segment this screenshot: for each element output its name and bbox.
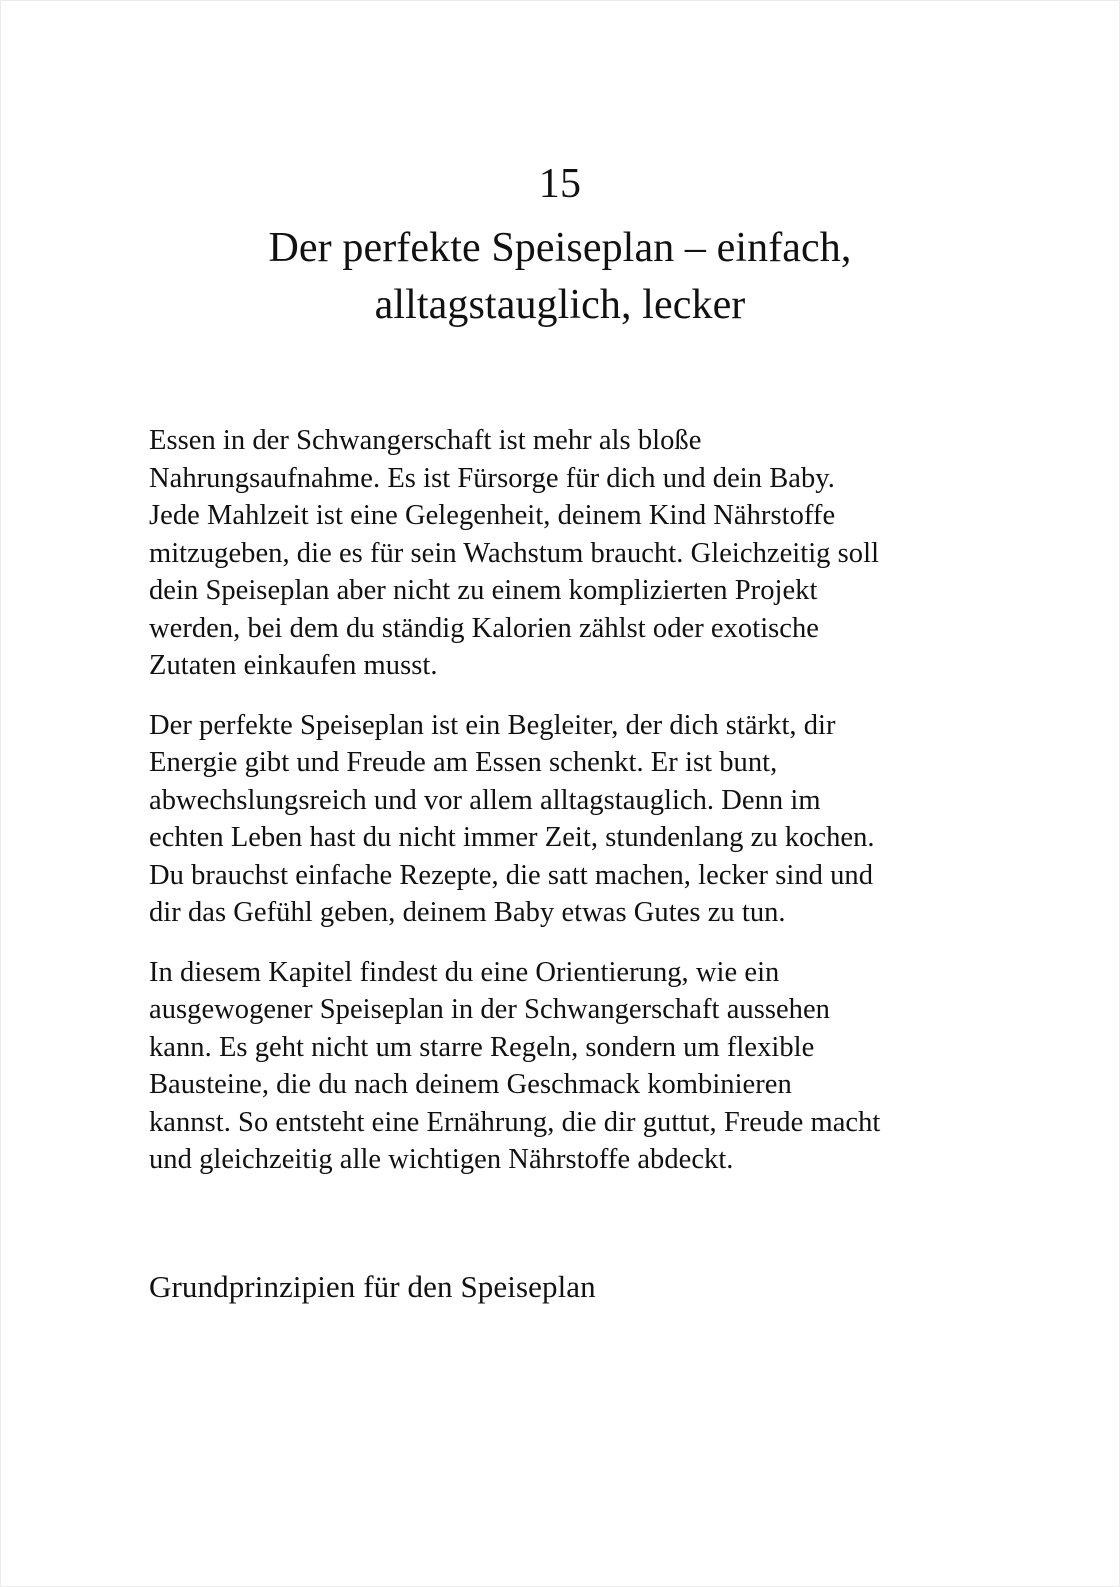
paragraph-line: Energie gibt und Freude am Essen schenkt. Er ist bunt, <box>149 747 778 778</box>
paragraph-line: Essen in der Schwangerschaft ist mehr als bloße <box>149 425 702 456</box>
paragraph-line: dir das Gefühl geben, deinem Baby etwas Gutes zu tun. <box>149 897 786 928</box>
paragraph-line: ausgewogener Speiseplan in der Schwangerschaft aussehen <box>149 994 830 1025</box>
paragraph-line: kannst. So entsteht eine Ernährung, die dir guttut, Freude macht <box>149 1106 881 1138</box>
paragraph-line: kann. Es geht nicht um starre Regeln, sondern um flexible <box>149 1031 815 1063</box>
chapter-heading-block <box>149 156 971 334</box>
paragraph-2 <box>149 707 969 932</box>
paragraph-line: abwechslungsreich und vor allem alltagstauglich. Denn im <box>149 784 821 816</box>
paragraph-line: dein Speiseplan aber nicht zu einem komplizierten Projekt <box>149 575 818 606</box>
chapter-title <box>149 220 971 334</box>
page-content <box>149 1 971 1332</box>
paragraph-line: und gleichzeitig alle wichtigen Nährstoffe abdeckt. <box>149 1144 734 1175</box>
paragraph-line: mitzugeben, die es für sein Wachstum braucht. Gleichzeitig soll <box>149 537 880 569</box>
paragraph-line: Bausteine, die du nach deinem Geschmack kombinieren <box>149 1069 792 1100</box>
body-text-block <box>149 422 971 1179</box>
paragraph-line: Der perfekte Speiseplan ist ein Begleiter, der dich stärkt, dir <box>149 709 836 741</box>
paragraph-3 <box>149 954 969 1179</box>
paragraph-line: Jede Mahlzeit ist eine Gelegenheit, deinem Kind Nährstoffe <box>149 500 836 531</box>
chapter-title-line-1: Der perfekte Speiseplan – einfach, <box>268 225 852 271</box>
chapter-number: 15 <box>538 161 582 207</box>
paragraph-line: echten Leben hast du nicht immer Zeit, stundenlang zu kochen. <box>149 822 875 853</box>
paragraph-line: In diesem Kapitel findest du eine Orientierung, wie ein <box>149 956 780 988</box>
paragraph-line: werden, bei dem du ständig Kalorien zählst oder exotische <box>149 612 820 644</box>
paragraph-line: Zutaten einkaufen musst. <box>149 650 438 681</box>
paragraph-1 <box>149 422 969 685</box>
chapter-title-line-2: alltagstauglich, lecker <box>374 282 746 328</box>
section-heading: Grundprinzipien für den Speiseplan <box>149 1268 596 1304</box>
paragraph-line: Nahrungsaufnahme. Es ist Fürsorge für dich und dein Baby. <box>149 462 835 494</box>
paragraph-line: Du brauchst einfache Rezepte, die satt machen, lecker sind und <box>149 859 874 891</box>
